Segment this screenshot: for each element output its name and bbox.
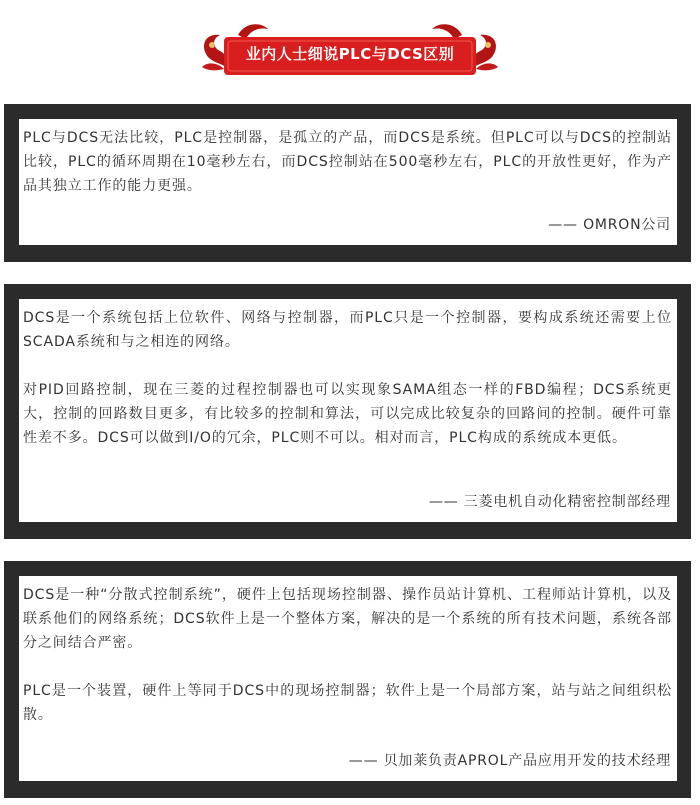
quote-attribution: —— 贝加莱负责APROL产品应用开发的技术经理 xyxy=(348,753,671,769)
quote-body xyxy=(19,299,677,522)
quote-card xyxy=(4,561,691,798)
quote-paragraph: DCS是一个系统包括上位软件、网络与控制器，而PLC只是一个控制器，要构成系统还需要上位SCADA系统和与之相连的网络。 xyxy=(23,310,672,350)
quote-paragraph: 对PID回路控制，现在三菱的过程控制器也可以实现象SAMA组态一样的FBD编程；DCS系统更大，控制的回路数目更多，有比较多的控制和算法，可以完成比较复杂的回路间的控制。硬件可靠性差不多。DCS可以做到I/O的冗余，PLC则不可以。相对而言，PLC构成的系统成本更低。 xyxy=(23,382,672,446)
quote-paragraph: PLC是一个装置，硬件上等同于DCS中的现场控制器；软件上是一个局部方案，站与站之间组织松散。 xyxy=(23,683,672,723)
quote-card xyxy=(4,284,691,539)
title-banner xyxy=(198,17,502,83)
quote-body xyxy=(19,576,677,781)
quote-card xyxy=(4,104,691,262)
quote-paragraph: PLC与DCS无法比较，PLC是控制器，是孤立的产品，而DCS是系统。但PLC可以与DCS的控制站比较，PLC的循环周期在10毫秒左右，而DCS控制站在500毫秒左右，PLC的开放性更好，作为产品其独立工作的能力更强。 xyxy=(23,130,672,194)
quote-paragraph: DCS是一种“分散式控制系统”，硬件上包括现场控制器、操作员站计算机、工程师站计算机，以及联系他们的网络系统；DCS软件上是一个整体方案，解决的是一个系统的所有技术问题，系统各部分之间结合严密。 xyxy=(23,587,672,651)
quote-body xyxy=(19,119,677,245)
quote-attribution: —— OMRON公司 xyxy=(548,217,671,233)
quote-attribution: —— 三菱电机自动化精密控制部经理 xyxy=(428,494,671,510)
page-title: 业内人士细说PLC与DCS区别 xyxy=(245,45,455,63)
